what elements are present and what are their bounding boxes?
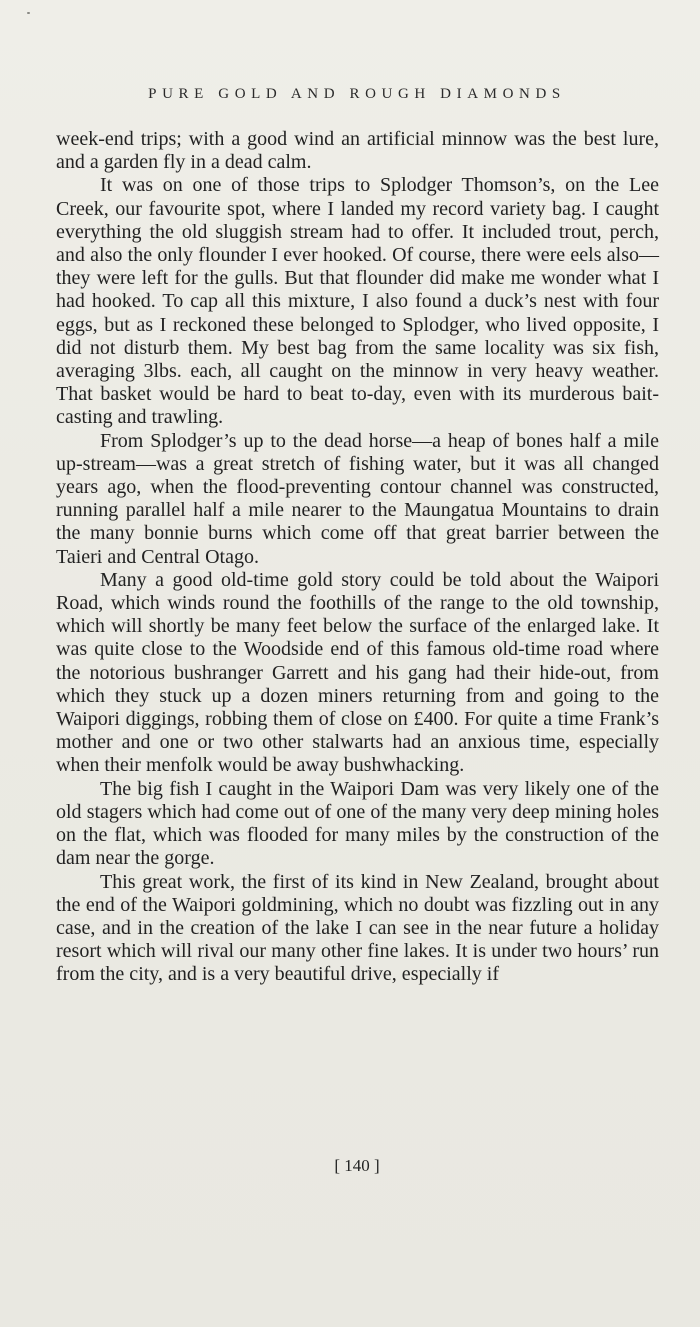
paragraph: It was on one of those trips to Splodger Thomson’s, on the Lee Creek, our favourite spot, where I landed my record variety bag. I caught everything the old sluggish stream had to offer. It included trout, perch, and also the only flounder I ever hooked. Of course, there were eels also—they were left for the gulls. But that flounder did make me wonder what I had hooked. To cap all this mixture, I also found a duck’s nest with four eggs, but as I reckoned these belonged to Splodger, who lived opposite, I did not disturb them. My best bag from the same locality was six fish, averaging 3lbs. each, all caught on the minnow in very heavy weather. That basket would be hard to beat to-day, even with its murderous bait-casting and trawling. — [56, 174, 659, 429]
paragraph-continued: week-end trips; with a good wind an artificial minnow was the best lure, and a garden fly in a dead calm. — [56, 128, 659, 174]
running-head: PURE GOLD AND ROUGH DIAMONDS — [148, 86, 566, 102]
paragraph: The big fish I caught in the Waipori Dam was very likely one of the old stagers which had come out of one of the many very deep mining holes on the flat, which was flooded for many miles by the construction of the dam near the gorge. — [56, 777, 659, 870]
paragraph: From Splodger’s up to the dead horse—a heap of bones half a mile up-stream—was a great stretch of fishing water, but it was all changed years ago, when the flood-preventing contour channel was constructed, running parallel half a mile nearer to the Maungatua Mountains to drain the many bonnie burns which come off that great barrier between the Taieri and Central Otago. — [56, 429, 659, 568]
body-text — [56, 128, 659, 987]
print-speck — [27, 12, 30, 14]
paragraph: This great work, the first of its kind in New Zealand, brought about the end of the Waipori goldmining, which no doubt was fizzling out in any case, and in the creation of the lake I can see in the near future a holiday resort which will rival our many other fine lakes. It is under two hours’ run from the city, and is a very beautiful drive, especially if — [56, 870, 659, 986]
paragraph: Many a good old-time gold story could be told about the Waipori Road, which winds round the foothills of the range to the old township, which will shortly be many feet below the surface of the enlarged lake. It was quite close to the Woodside end of this famous old-time road where the notorious bushranger Garrett and his gang had their hide-out, from which they stuck up a dozen miners returning from and going to the Waipori diggings, robbing them of close on £400. For quite a time Frank’s mother and one or two other stalwarts had an anxious time, especially when their menfolk would be away bushwhacking. — [56, 568, 659, 777]
page-number: [ 140 ] — [334, 1156, 380, 1175]
